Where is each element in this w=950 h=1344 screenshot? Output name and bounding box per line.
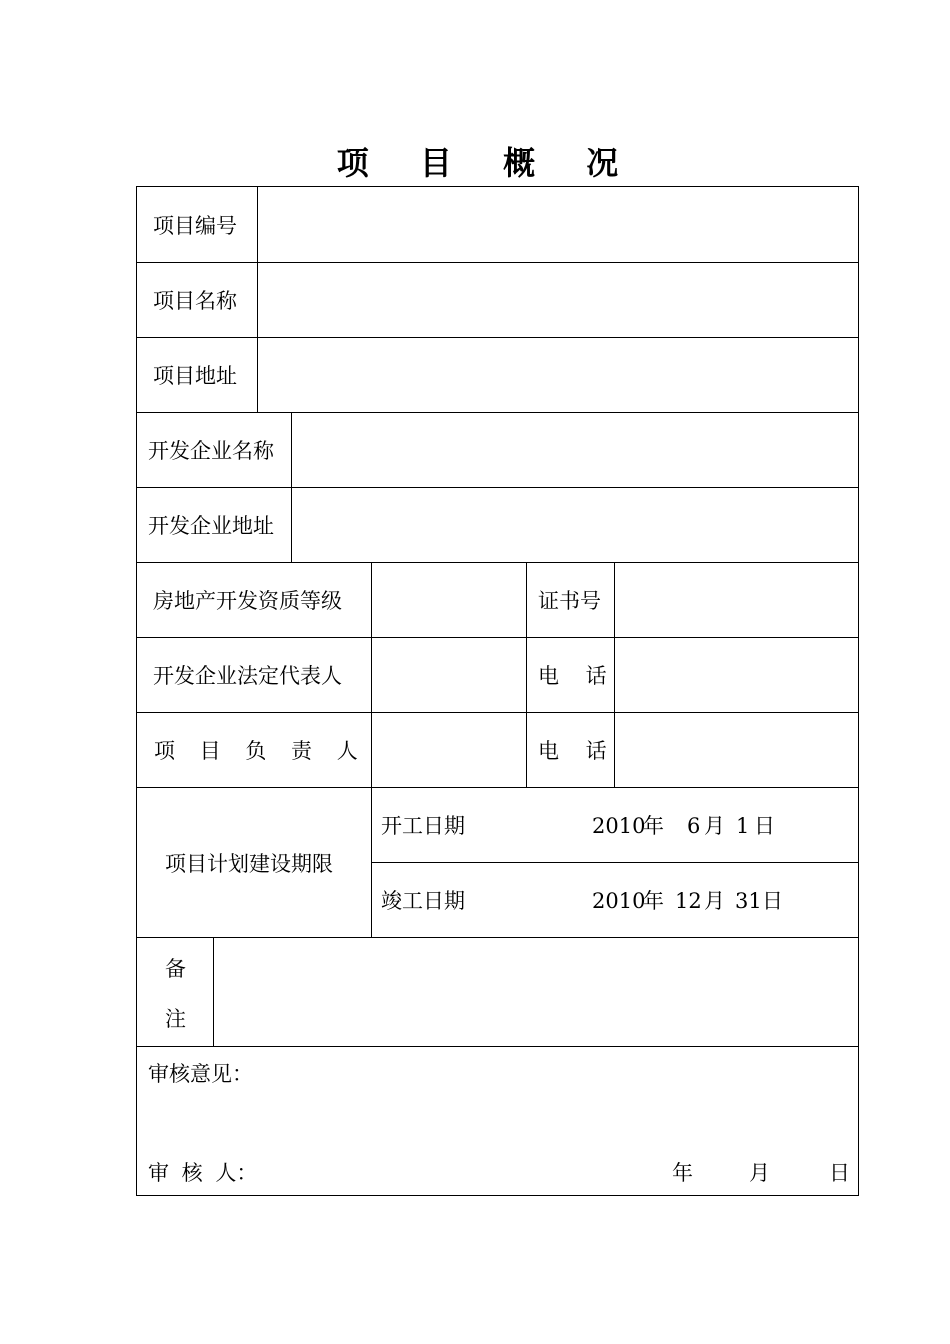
- developer-address-label: 开发企业地址: [148, 514, 274, 538]
- project-number-label: 项目编号: [153, 214, 237, 238]
- end-day-value[interactable]: 31: [735, 889, 762, 913]
- certificate-number-field[interactable]: [624, 589, 848, 613]
- project-lead-phone-label: 电 话: [538, 739, 607, 763]
- review-month-unit: 月: [749, 1161, 770, 1185]
- col-divider: [614, 562, 615, 787]
- row-divider: [137, 412, 858, 413]
- page-title: 项 目 概 况: [336, 144, 639, 182]
- col-divider: [291, 412, 292, 562]
- remarks-label-bottom: 注: [165, 1007, 186, 1031]
- project-address-field[interactable]: [267, 364, 847, 388]
- project-address-label: 项目地址: [153, 364, 237, 388]
- qualification-field[interactable]: [381, 589, 517, 613]
- start-day-value[interactable]: 1: [736, 814, 750, 838]
- row-divider: [137, 712, 858, 713]
- project-name-label: 项目名称: [153, 289, 237, 313]
- end-month-value[interactable]: 12: [675, 889, 702, 913]
- start-month-unit: 月: [704, 814, 725, 838]
- end-year-unit: 年: [643, 889, 664, 913]
- row-divider: [137, 937, 858, 938]
- col-divider: [526, 562, 527, 787]
- row-divider: [137, 787, 858, 788]
- remarks-label-top: 备: [165, 957, 186, 981]
- start-date-label: 开工日期: [381, 814, 465, 838]
- row-divider: [137, 637, 858, 638]
- legal-representative-field[interactable]: [381, 664, 517, 688]
- end-day-unit: 日: [762, 889, 783, 913]
- row-divider: [137, 337, 858, 338]
- project-name-field[interactable]: [267, 289, 847, 313]
- project-overview-form: [136, 186, 859, 1196]
- start-year-value[interactable]: 2010: [592, 814, 646, 838]
- qualification-label: 房地产开发资质等级: [153, 589, 342, 613]
- reviewer-label: 审 核 人：: [148, 1161, 258, 1185]
- legal-rep-phone-field[interactable]: [624, 664, 848, 688]
- project-lead-field[interactable]: [381, 739, 517, 763]
- row-divider: [137, 1046, 858, 1047]
- legal-rep-phone-label: 电 话: [538, 664, 607, 688]
- row-divider: [137, 562, 858, 563]
- end-month-unit: 月: [704, 889, 725, 913]
- row-divider: [371, 862, 858, 863]
- start-year-unit: 年: [643, 814, 664, 838]
- review-year-unit: 年: [672, 1161, 693, 1185]
- review-opinion-label: 审核意见：: [148, 1062, 253, 1086]
- start-month-value[interactable]: 6: [687, 814, 701, 838]
- start-day-unit: 日: [754, 814, 775, 838]
- remarks-field[interactable]: [223, 957, 848, 1031]
- row-divider: [137, 487, 858, 488]
- col-divider: [257, 187, 258, 412]
- certificate-number-label: 证书号: [538, 589, 601, 613]
- legal-representative-label: 开发企业法定代表人: [153, 664, 342, 688]
- project-number-field[interactable]: [267, 214, 847, 238]
- developer-address-field[interactable]: [301, 514, 847, 538]
- project-lead-phone-field[interactable]: [624, 739, 848, 763]
- review-day-unit: 日: [829, 1161, 850, 1185]
- construction-period-label: 项目计划建设期限: [165, 852, 333, 876]
- end-year-value[interactable]: 2010: [592, 889, 646, 913]
- completion-date-label: 竣工日期: [381, 889, 465, 913]
- col-divider: [213, 937, 214, 1046]
- col-divider: [371, 562, 372, 937]
- developer-name-field[interactable]: [301, 439, 847, 463]
- developer-name-label: 开发企业名称: [148, 439, 274, 463]
- project-lead-label: 项 目 负 责 人: [154, 739, 358, 763]
- row-divider: [137, 262, 858, 263]
